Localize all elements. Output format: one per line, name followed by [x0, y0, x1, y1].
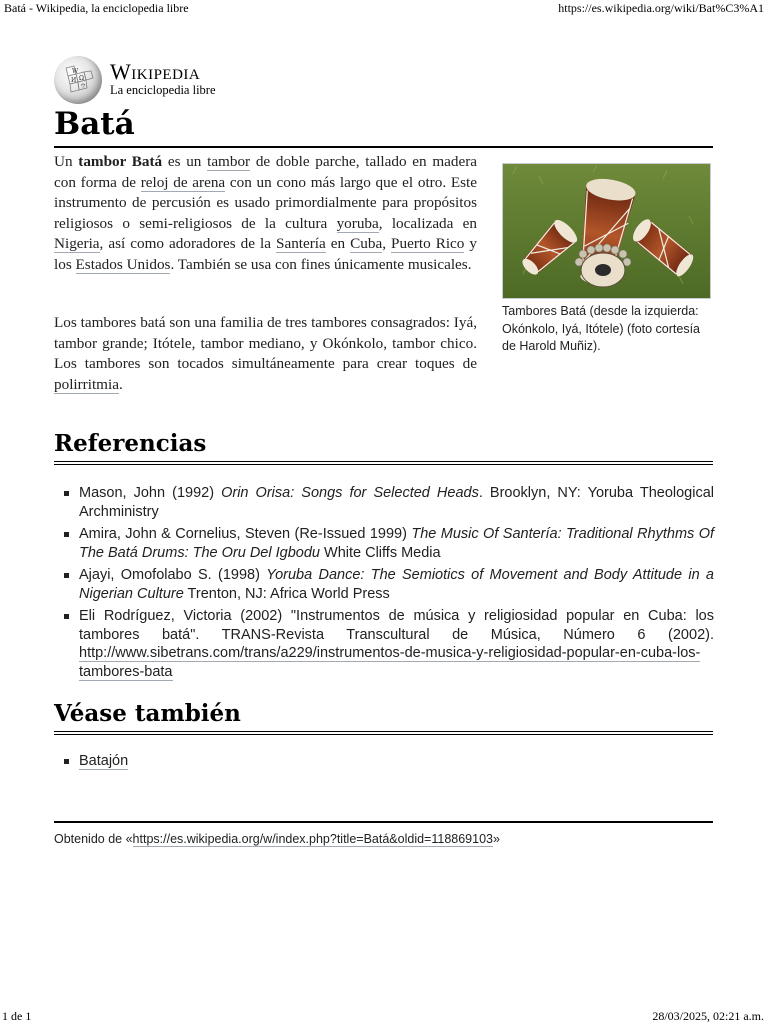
text-run: . Brooklyn, NY: Yoruba Theological Archministry	[79, 485, 714, 520]
text-run: Un	[54, 153, 79, 170]
svg-text:W: W	[72, 68, 79, 75]
text-run: .	[118, 375, 123, 393]
print-header-title: Batá - Wikipedia, la enciclopedia libre	[4, 1, 189, 15]
bullet-icon	[64, 573, 69, 578]
article-link[interactable]: polirritmia	[54, 375, 119, 393]
article-link[interactable]: Puerto Rico	[391, 235, 465, 253]
text-run: Los tambores batá son una familia de tres tambores consagrados: Iyá, tambor grande; Itótele, tambor mediano, y Okónkolo, tambor chico. Los tambores son tocados simultáneamente para crear toques de	[54, 314, 477, 373]
reference-item	[62, 525, 714, 562]
text-run: y los	[54, 235, 478, 273]
svg-text:ウ: ウ	[80, 83, 87, 90]
article-link[interactable]: tambor	[207, 153, 251, 170]
bullet-icon	[64, 532, 69, 537]
svg-text:И: И	[71, 77, 77, 84]
text-run: es un	[162, 153, 208, 170]
italic-text: Orin Orisa: Songs for Selected Heads	[221, 485, 479, 501]
text-run: Trenton, NJ: Africa World Press	[183, 585, 390, 602]
references-list	[62, 484, 714, 685]
wikipedia-wordmark: Wikipedia	[110, 59, 201, 84]
retrieved-from	[54, 832, 500, 846]
text-run: en	[325, 235, 351, 253]
article-link[interactable]: http://www.sibetrans.com/trans/a229/instrumentos-de-musica-y-religiosidad-popular-en-cuba-los-tambores-bata	[79, 645, 701, 680]
italic-text: Yoruba Dance: The Semiotics of Movement and Body Attitude in a Nigerian Culture	[79, 567, 714, 602]
article-link[interactable]: Estados Unidos	[75, 255, 171, 273]
text-run: , así como adoradores de la	[99, 235, 276, 253]
text-run: White Cliffs Media	[319, 544, 441, 561]
figure-caption: Tambores Batá (desde la izquierda: Okónkolo, Iyá, Itótele) (foto cortesía de Harold Muñiz).	[502, 304, 701, 353]
section-heading-vease-tambien: Véase también	[54, 699, 713, 735]
bullet-icon	[64, 614, 69, 619]
bold-text: tambor Batá	[78, 153, 163, 170]
wikipedia-globe-icon	[54, 56, 102, 104]
print-header-url: https://es.wikipedia.org/wiki/Bat%C3%A1	[558, 1, 764, 15]
article-link[interactable]: Nigeria	[54, 235, 100, 253]
text-run: de doble parche, tallado en madera con forma de	[54, 153, 478, 191]
print-footer-page: 1 de 1	[2, 1009, 32, 1023]
section-heading-referencias: Referencias	[54, 429, 713, 465]
text-run: Ajayi, Omofolabo S. (1998)	[79, 567, 267, 583]
see-also-item	[62, 752, 714, 771]
wikipedia-tagline: La enciclopedia libre	[110, 83, 216, 97]
permanent-link[interactable]: https://es.wikipedia.org/w/index.php?title=Batá&oldid=118869103	[132, 832, 493, 846]
reference-item	[62, 484, 714, 521]
article-link[interactable]: yoruba	[336, 214, 379, 232]
italic-text: The Music Of Santería: Traditional Rhythms Of The Batá Drums: The Oru Del Igbodu	[79, 526, 714, 561]
print-footer-date: 28/03/2025, 02:21 a.m.	[652, 1009, 764, 1023]
text-run: con un cono más largo que el otro. Este instrumento de percusión es usado primordialmente para propósitos religiosos o semi-religiosos de la cultura	[54, 173, 477, 232]
retrieved-from-prefix: Obtenido de «	[54, 832, 133, 846]
retrieved-from-suffix: »	[492, 832, 500, 846]
text-run: , localizada en	[378, 214, 477, 232]
see-also-list	[62, 752, 714, 775]
page-title: Batá	[54, 104, 713, 148]
bullet-icon	[64, 491, 69, 496]
svg-text:Ω: Ω	[79, 75, 84, 82]
text-run: Eli Rodríguez, Victoria (2002) "Instrumentos de música y religiosidad popular en Cuba: los tambores batá". TRANS-Revista Transcultural de Música, Número 6 (2002).	[79, 608, 714, 643]
article-link[interactable]: reloj de arena	[140, 173, 226, 191]
figure	[502, 163, 711, 356]
article-paragraph-1	[54, 152, 477, 276]
article-link[interactable]: Cuba	[350, 235, 383, 253]
text-run: . También se usa con fines únicamente musicales.	[170, 255, 472, 273]
text-run: Mason, John (1992)	[79, 485, 222, 501]
bullet-icon	[64, 759, 69, 764]
article-link[interactable]: Batajón	[79, 753, 129, 769]
article-link[interactable]: Santería	[276, 235, 326, 253]
bata-drums-image[interactable]	[502, 163, 711, 299]
text-run: Amira, John & Cornelius, Steven (Re-Issued 1999)	[79, 526, 412, 542]
footer-divider	[54, 821, 713, 823]
reference-item	[62, 566, 714, 603]
article-paragraph-2	[54, 313, 477, 395]
reference-item	[62, 607, 714, 681]
text-run: ,	[382, 235, 392, 253]
